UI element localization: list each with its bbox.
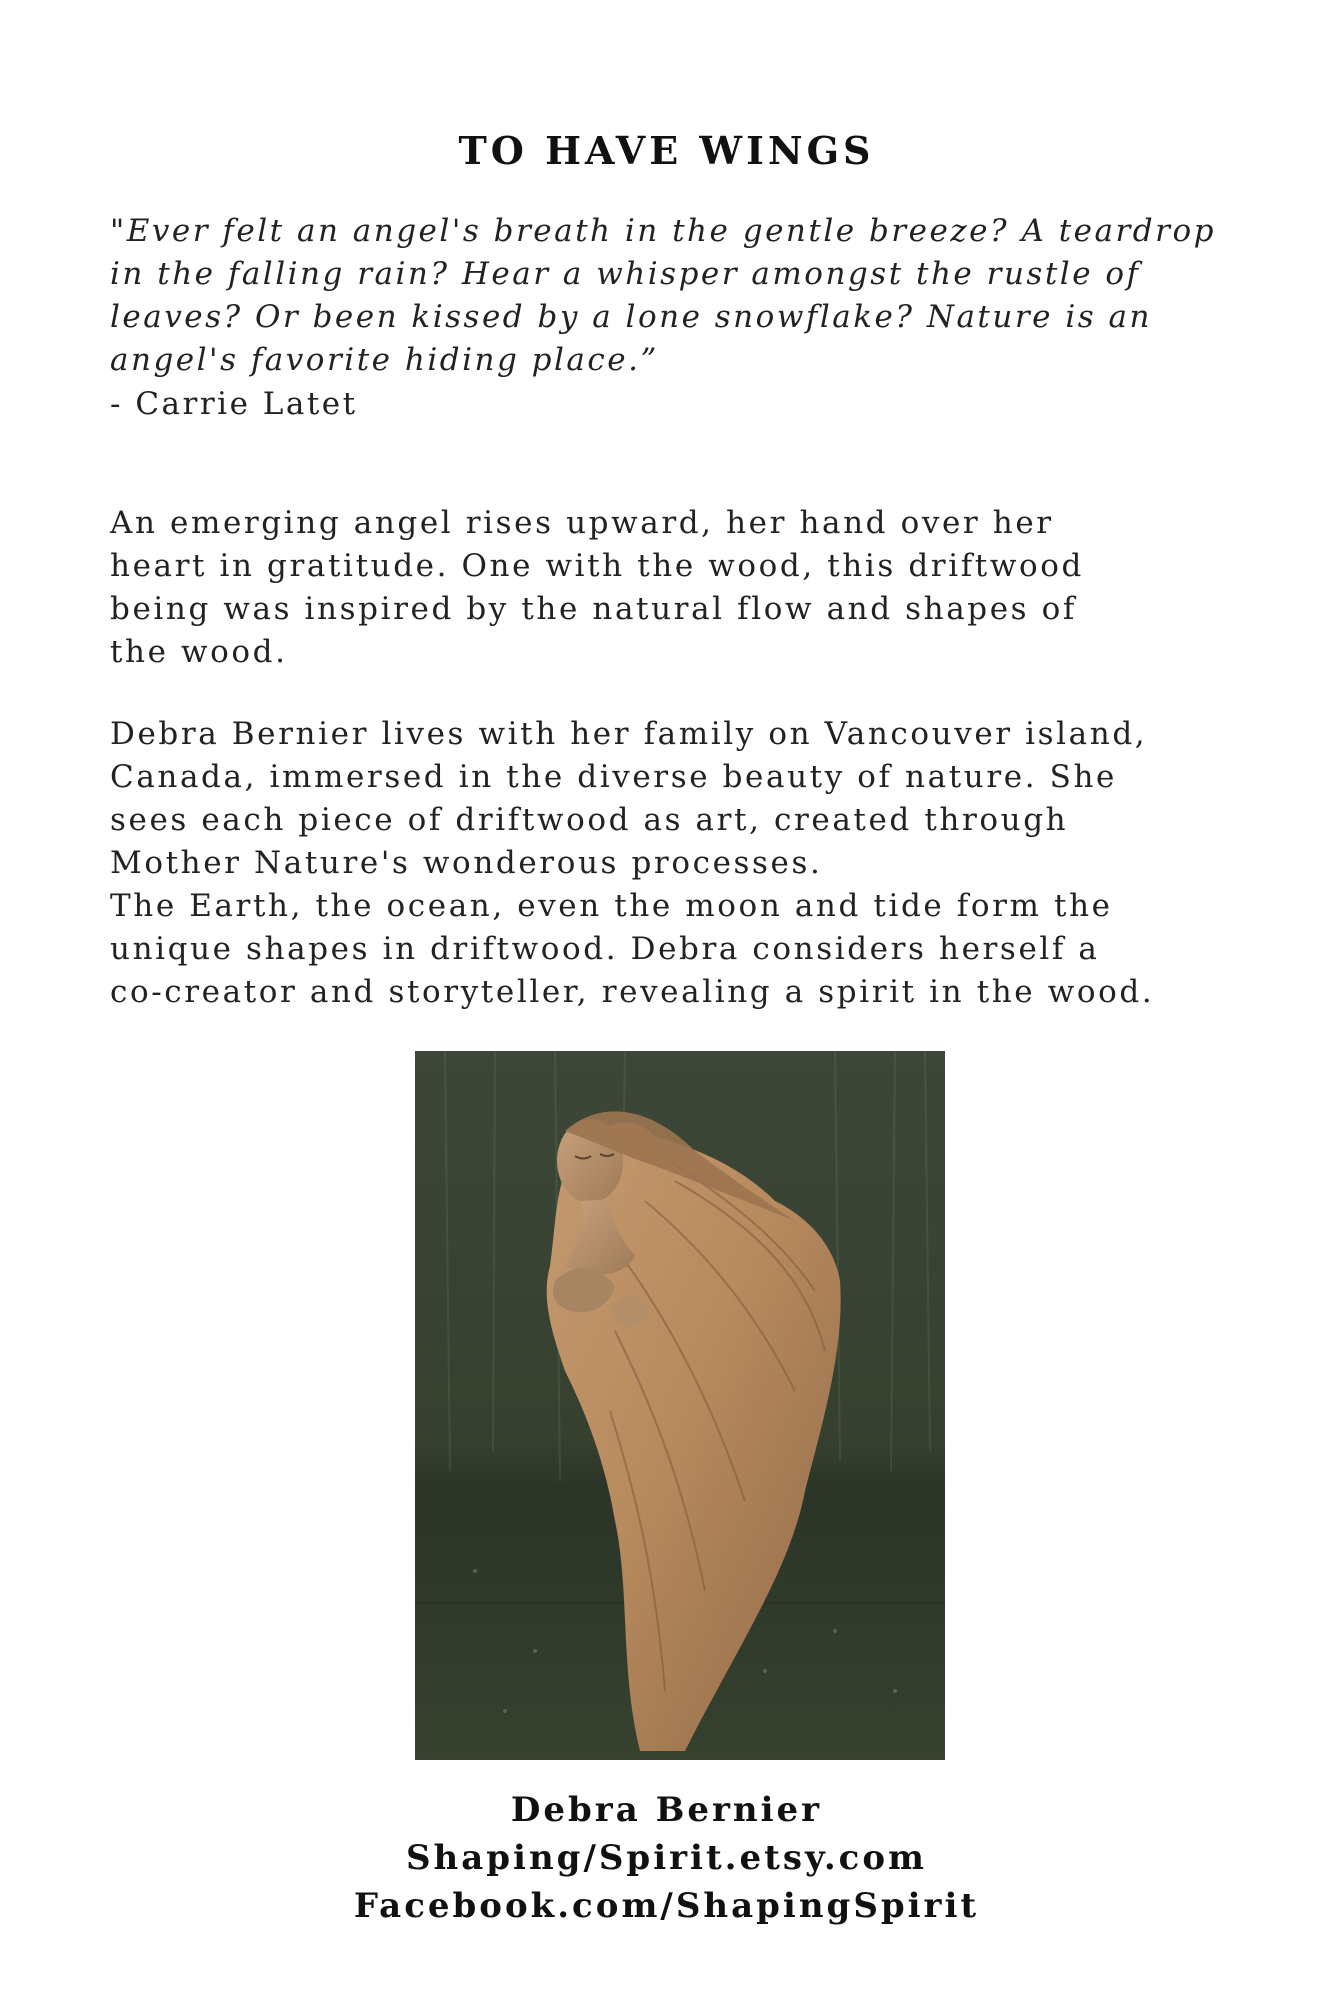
description-paragraph — [110, 502, 1290, 674]
quote-author: - Carrie Latet — [110, 386, 358, 422]
paragraph-line: An emerging angel rises upward, her hand over her — [110, 505, 1054, 541]
driftwood-angel-photo — [415, 1051, 945, 1760]
paragraph-line: Debra Bernier lives with her family on Vancouver island, — [110, 716, 1148, 752]
paragraph-line: Canada, immersed in the diverse beauty of nature. She — [110, 759, 1117, 795]
artist-name: Debra Bernier — [510, 1790, 823, 1830]
paragraph-line: sees each piece of driftwood as art, created through — [110, 802, 1069, 838]
quote-line: angel's favorite hiding place.” — [110, 342, 659, 378]
page-title: TO HAVE WINGS — [458, 128, 875, 173]
paragraph-line: co-creator and storyteller, revealing a spirit in the wood. — [110, 974, 1155, 1010]
quote-line: leaves? Or been kissed by a lone snowflake? Nature is an — [110, 299, 1152, 335]
quote-block — [110, 210, 1270, 382]
artist-bio-paragraph — [110, 713, 1290, 1014]
paragraph-line: the wood. — [110, 634, 288, 670]
paragraph-line: The Earth, the ocean, even the moon and tide form the — [110, 888, 1113, 924]
paragraph-line: Mother Nature's wonderous processes. — [110, 845, 823, 881]
quote-line: in the falling rain? Hear a whisper amongst the rustle of — [110, 256, 1141, 292]
quote-line: "Ever felt an angel's breath in the gentle breeze? A teardrop — [110, 213, 1216, 249]
paragraph-line: unique shapes in driftwood. Debra considers herself a — [110, 931, 1100, 967]
paragraph-line: being was inspired by the natural flow and shapes of — [110, 591, 1077, 627]
etsy-link[interactable]: Shaping/Spirit.etsy.com — [405, 1838, 928, 1878]
paragraph-line: heart in gratitude. One with the wood, this driftwood — [110, 548, 1084, 584]
facebook-link[interactable]: Facebook.com/ShapingSpirit — [353, 1886, 980, 1926]
